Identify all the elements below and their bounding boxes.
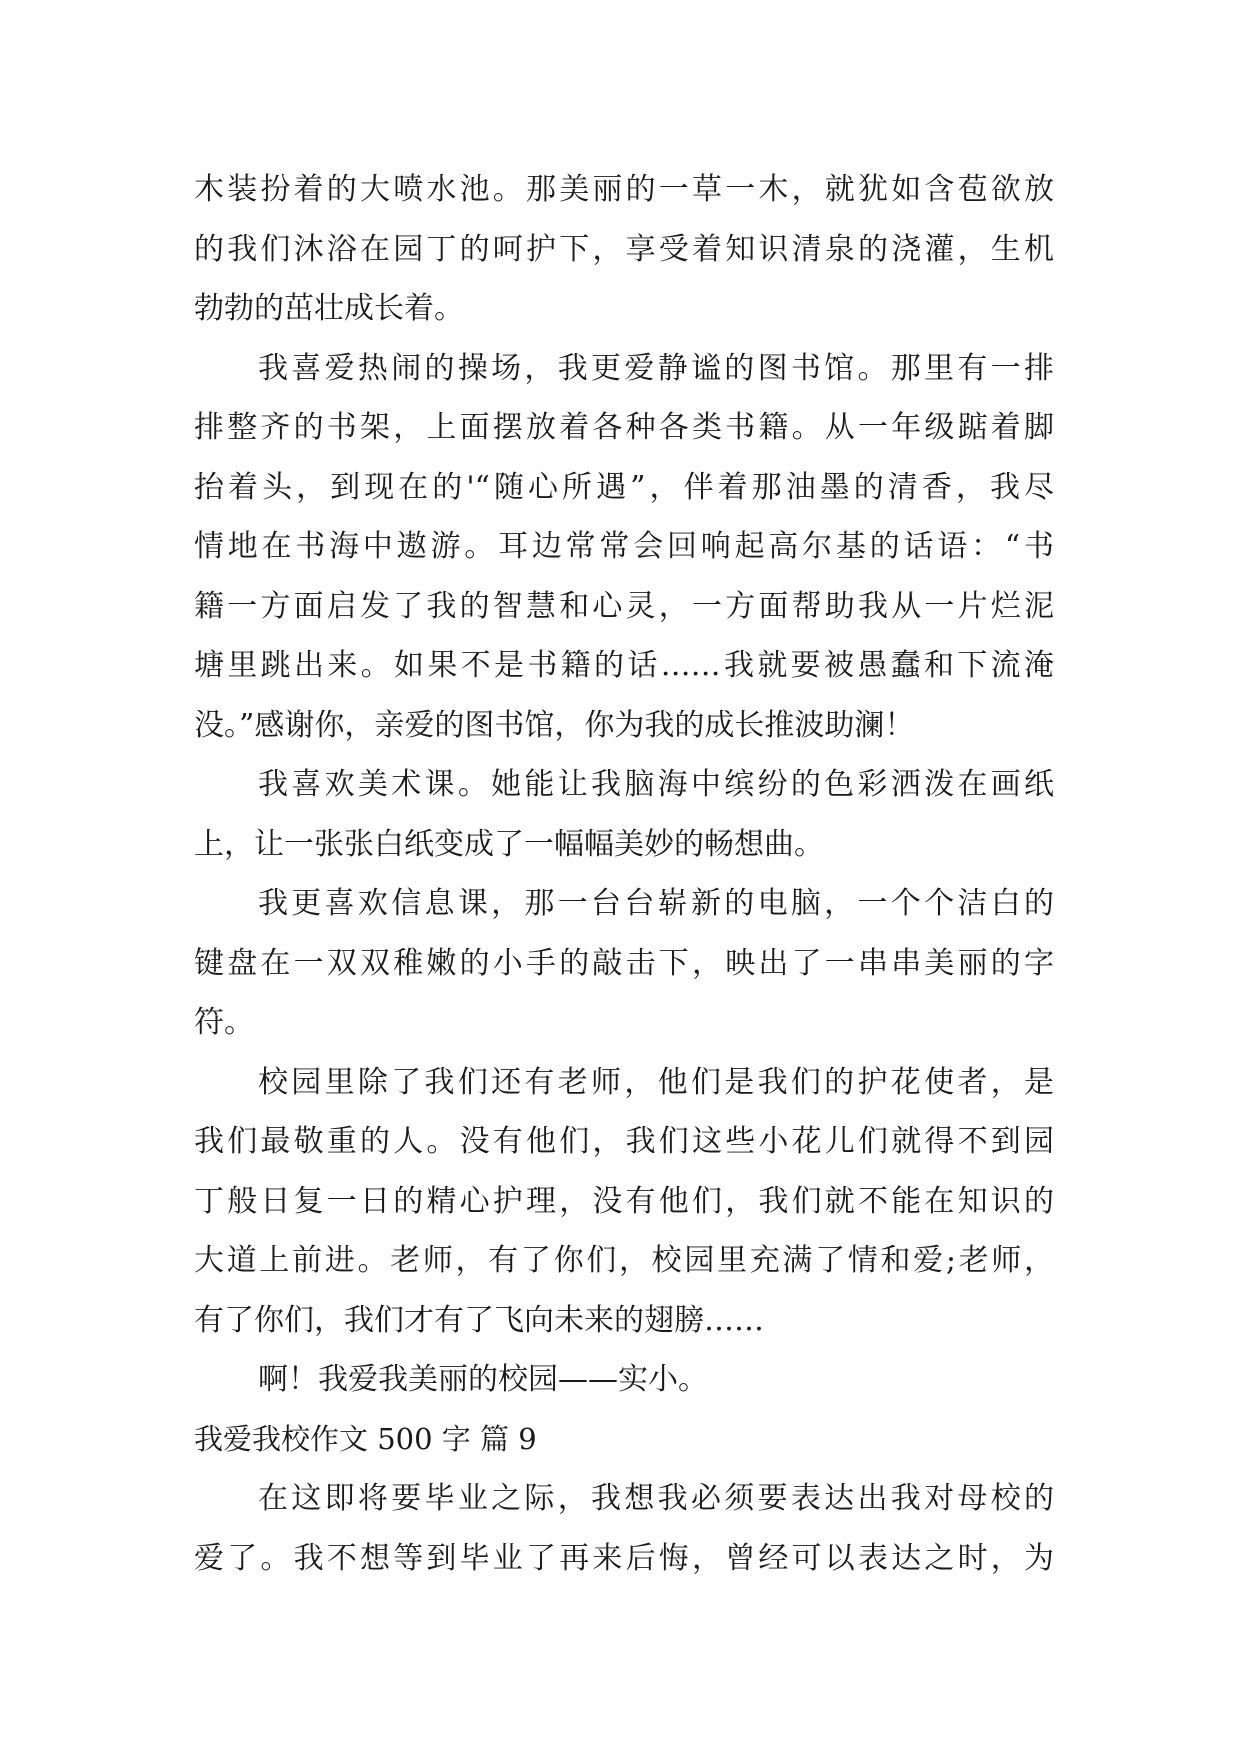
section-heading: 我爱我校作文 500 字 篇 9 [194, 1421, 537, 1456]
text-line: 木装扮着的大喷水池。那美丽的一草一木，就犹如含苞欲放 [194, 172, 1054, 207]
text-line: 符。 [194, 1005, 254, 1040]
text-line: 勃勃的茁壮成长着。 [194, 291, 464, 326]
text-line: 抬着头，到现在的'“随心所遇”，伴着那油墨的清香，我尽 [194, 469, 1054, 505]
text-line: 在这即将要毕业之际，我想我必须要表达出我对母校的 [258, 1481, 1054, 1516]
text-line: 啊！我爱我美丽的校园——实小。 [258, 1362, 708, 1397]
text-line: 上，让一张张白纸变成了一幅幅美妙的畅想曲。 [194, 826, 824, 862]
text-line: 没。”感谢你，亲爱的图书馆，你为我的成长推波助澜！ [194, 707, 915, 743]
text-line: 我们最敬重的人。没有他们，我们这些小花儿们就得不到园 [194, 1124, 1054, 1159]
document-body [194, 160, 1054, 1588]
text-line: 大道上前进。老师，有了你们，校园里充满了情和爱;老师， [194, 1243, 1054, 1278]
text-line: 情地在书海中遨游。耳边常常会回响起高尔基的话语：“书 [194, 529, 1054, 564]
text-line: 有了你们，我们才有了飞向未来的翅膀…… [194, 1302, 764, 1338]
text-line: 校园里除了我们还有老师，他们是我们的护花使者，是 [258, 1064, 1054, 1100]
text-line: 排整齐的书架，上面摆放着各种各类书籍。从一年级踮着脚 [194, 410, 1054, 445]
text-line: 丁般日复一日的精心护理，没有他们，我们就不能在知识的 [194, 1183, 1054, 1219]
text-line: 的我们沐浴在园丁的呵护下，享受着知识清泉的浇灌，生机 [194, 231, 1054, 267]
text-line: 塘里跳出来。如果不是书籍的话……我就要被愚蠢和下流淹 [194, 648, 1054, 683]
text-line: 籍一方面启发了我的智慧和心灵，一方面帮助我从一片烂泥 [194, 588, 1054, 624]
text-line: 爱了。我不想等到毕业了再来后悔，曾经可以表达之时，为 [194, 1540, 1054, 1576]
text-line: 我喜欢美术课。她能让我脑海中缤纷的色彩洒泼在画纸 [258, 767, 1054, 802]
text-line: 我喜爱热闹的操场，我更爱静谧的图书馆。那里有一排 [258, 350, 1054, 386]
text-line: 我更喜欢信息课，那一台台崭新的电脑，一个个洁白的 [258, 886, 1054, 921]
text-line: 键盘在一双双稚嫩的小手的敲击下，映出了一串串美丽的字 [194, 945, 1054, 981]
